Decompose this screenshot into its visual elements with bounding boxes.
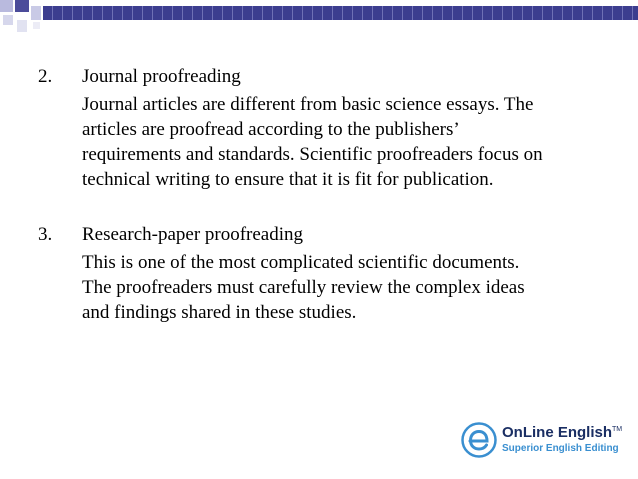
paragraph-line: and findings shared in these studies.: [82, 302, 357, 323]
decor-square: [15, 0, 29, 12]
paragraph-line: technical writing to ensure that it is fit for publication.: [82, 169, 494, 190]
decor-square: [33, 22, 40, 29]
item-number: 3.: [38, 224, 53, 245]
paragraph-line: This is one of the most complicated scientific documents.: [82, 252, 520, 273]
paragraph-line: Journal articles are different from basic science essays. The: [82, 94, 534, 115]
logo-subtitle: Superior English Editing: [502, 443, 619, 454]
item-paragraph: [82, 92, 618, 192]
decor-square: [17, 20, 27, 32]
paragraph-line: The proofreaders must carefully review the complex ideas: [82, 277, 525, 298]
decor-square: [0, 0, 13, 12]
list-item: [38, 222, 618, 325]
decor-square: [31, 6, 41, 20]
paragraph-line: articles are proofread according to the publishers’: [82, 119, 460, 140]
paragraph-line: requirements and standards. Scientific proofreaders focus on: [82, 144, 543, 165]
e-globe-icon: [461, 422, 497, 458]
item-paragraph: [82, 250, 618, 325]
item-number: 2.: [38, 66, 53, 87]
logo-title-text: OnLine English: [502, 424, 613, 441]
trademark: TM: [612, 426, 623, 433]
top-bar: [43, 6, 638, 20]
item-heading: Journal proofreading: [82, 66, 241, 87]
item-heading: Research-paper proofreading: [82, 224, 304, 245]
decor-square: [3, 15, 13, 25]
online-english-logo: [461, 420, 631, 464]
slide-content: [38, 64, 618, 325]
logo-title: [502, 424, 622, 441]
list-item: [38, 64, 618, 192]
